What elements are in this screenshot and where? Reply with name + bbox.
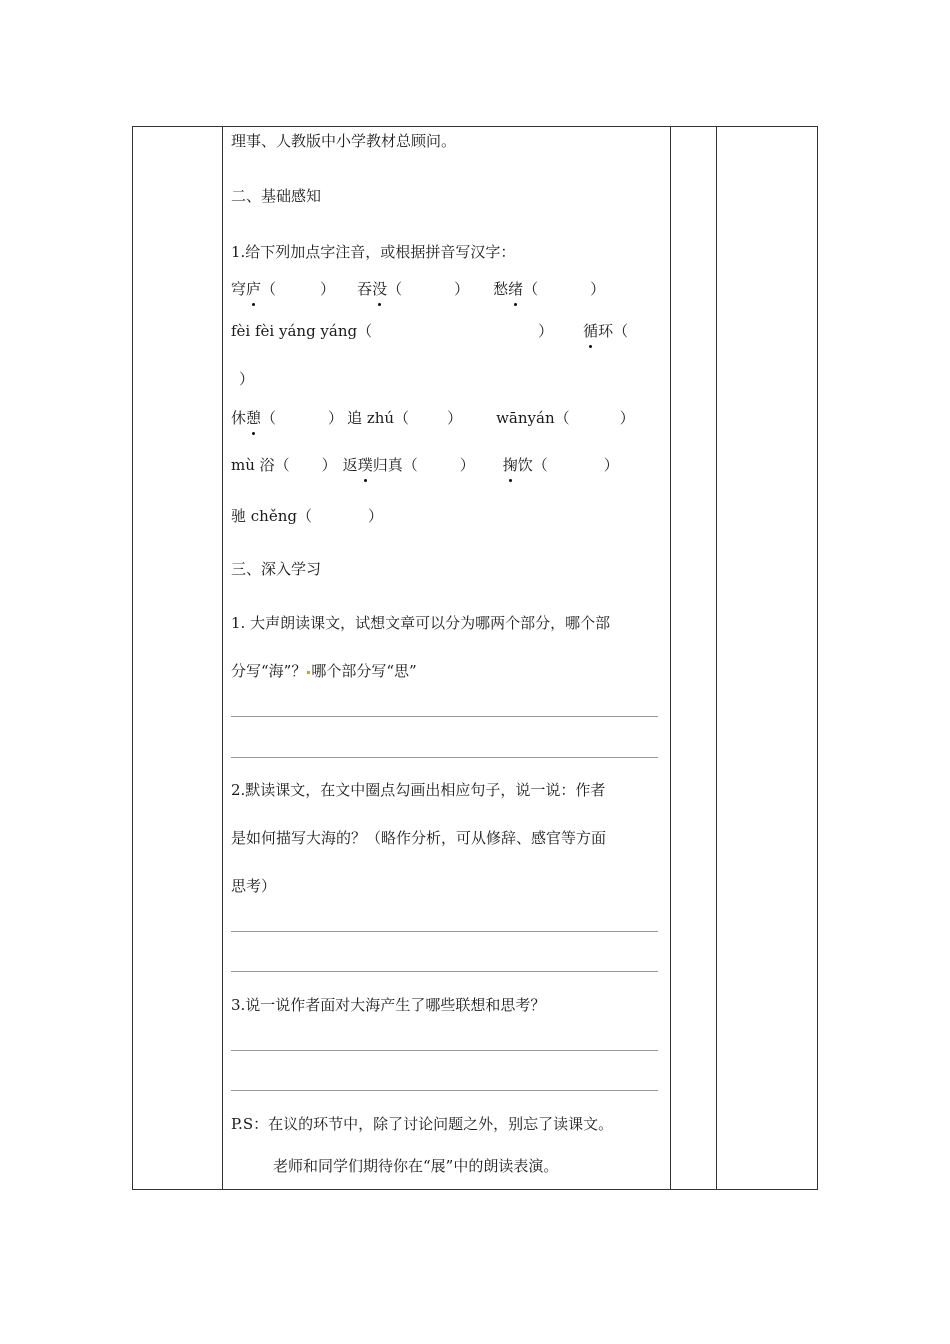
pinyin-row: [231, 279, 605, 299]
pinyin-row: [231, 321, 628, 341]
item-text: （: [387, 280, 403, 298]
item-text: 返: [342, 456, 358, 474]
answer-line[interactable]: [231, 1090, 658, 1091]
item-text: ）: [603, 456, 619, 474]
item-text: 休: [231, 409, 247, 427]
item-text: 环（: [598, 322, 629, 340]
item-text: fèi fèi yáng yáng（: [231, 322, 373, 340]
dotted-char: 憩: [246, 409, 262, 427]
item-text: （: [523, 280, 539, 298]
ps-note: P.S：在议的环节中，除了讨论问题之外，别忘了读课文。: [231, 1115, 614, 1133]
item-text: ）: [367, 507, 383, 525]
dotted-char: 没: [372, 280, 388, 298]
item-text: ）: [459, 456, 475, 474]
item-text: ）: [328, 409, 344, 427]
question-text: 3.说一说作者面对大海产生了哪些联想和思考？: [231, 996, 546, 1014]
section-heading: 二、基础感知: [231, 187, 322, 205]
item-text: ）: [239, 370, 255, 388]
item-text: wānyán（: [496, 409, 570, 427]
item-text: 归真（: [372, 456, 418, 474]
item-text: （: [261, 280, 277, 298]
question-text: [231, 661, 417, 681]
question-text: 2.默读课文，在文中圈点勾画出相应句子，说一说：作者: [231, 781, 606, 799]
item-text: ）: [454, 280, 470, 298]
column-divider: [222, 126, 223, 1190]
item-text: 愁: [493, 280, 509, 298]
question-text: 思考）: [231, 877, 277, 895]
question-text-part: 哪个部分写“思”: [311, 662, 417, 680]
section-heading: 三、深入学习: [231, 560, 322, 578]
item-text: ）: [447, 409, 463, 427]
item-text: ）: [321, 456, 337, 474]
dotted-char: 掬: [502, 456, 518, 474]
dotted-char: 庐: [246, 280, 262, 298]
question-text-part: 分写“海”？: [231, 662, 307, 680]
answer-line[interactable]: [231, 931, 658, 932]
item-text: ）: [538, 322, 554, 340]
question-text: 1.给下列加点字注音，或根据拼音写汉字：: [231, 243, 516, 261]
column-divider: [670, 126, 671, 1190]
ps-note: 老师和同学们期待你在“展”中的朗读表演。: [273, 1157, 559, 1175]
edit-mark: [307, 671, 310, 674]
item-text: 穹: [231, 280, 247, 298]
intro-tail: 理事、人教版中小学教材总顾问。: [231, 132, 457, 150]
answer-line[interactable]: [231, 971, 658, 972]
item-text: 吞: [357, 280, 373, 298]
pinyin-row: [231, 455, 619, 475]
item-text: 饮（: [517, 456, 548, 474]
item-text: ）: [590, 280, 606, 298]
pinyin-row: [231, 506, 383, 526]
pinyin-row: [231, 408, 635, 428]
question-text: 1. 大声朗读课文，试想文章可以分为哪两个部分，哪个部: [231, 614, 611, 632]
answer-line[interactable]: [231, 716, 658, 717]
item-text: 追 zhú（: [347, 409, 410, 427]
dotted-char: 璞: [357, 456, 373, 474]
item-text: 驰 chěng（: [231, 507, 312, 525]
question-text: 是如何描写大海的？（略作分析，可从修辞、感官等方面: [231, 829, 607, 847]
dotted-char: 绪: [508, 280, 524, 298]
item-text: ）: [320, 280, 336, 298]
item-text: ）: [619, 409, 635, 427]
column-divider: [716, 126, 717, 1190]
answer-line[interactable]: [231, 757, 658, 758]
item-text: （: [261, 409, 277, 427]
item-text: mù 浴（: [231, 456, 290, 474]
answer-line[interactable]: [231, 1050, 658, 1051]
dotted-char: 循: [583, 322, 599, 340]
